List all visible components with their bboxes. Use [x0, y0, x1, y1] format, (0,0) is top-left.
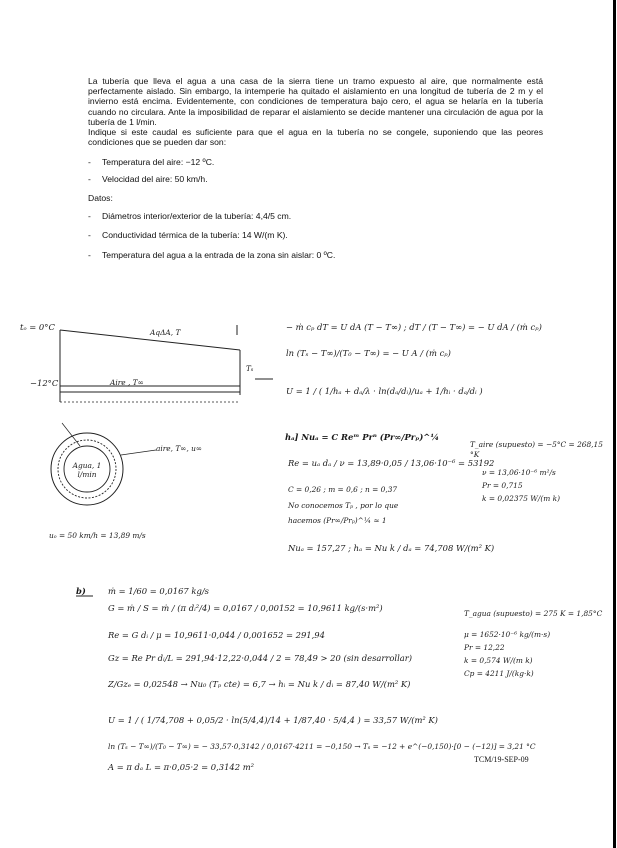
water-conductivity: k = 0,574 W/(m k) [464, 656, 533, 665]
air-velocity-label: uₒ = 50 km/h = 13,89 m/s [49, 531, 146, 540]
water-viscosity: μ = 1652·10⁻⁶ kg/(m·s) [464, 630, 551, 639]
datos-item: - Conductividad térmica de la tubería: 14 W/(m K). [88, 230, 288, 240]
footer-code: TCM/19-SEP-09 [474, 755, 529, 764]
overall-u-result: U = 1 / ( 1/74,708 + 0,05/2 · ln(5/4,4)/14 + 1/87,40 · 5/4,4 ) = 33,57 W/(m² K) [108, 715, 438, 725]
part-b-label: b) [76, 586, 86, 596]
inlet-temperature-label: tₒ = 0°C [20, 322, 55, 332]
water-cp: Cp = 4211 J/(kg·k) [464, 669, 534, 678]
problem-paragraph-1: La tubería que lleva el agua a una casa de la sierra tiene un tramo expuesto al aire, que normalmente está perfectamente aislado. Sin embargo, la intemperie ha quitado el aislamiento en una longitud de tubería de 2 m y el invierno está encima. Evidentemente, con condiciones de temperatura bajo cero, el agua se helaría en la tubería cuando no circulara. Ante la imposibilidad de reparar el aislamiento se decide mantener una circulación de agua por la tubería de 1 l/min. [88, 76, 543, 127]
mass-flow: ṁ = 1/60 = 0,0167 kg/s [108, 586, 209, 596]
datos-item: - Diámetros interior/exterior de la tubería: 4,4/5 cm. [88, 211, 292, 221]
condition-item: - Velocidad del aire: 50 km/h. [88, 174, 208, 184]
graetz-number: Gz = Re Pr dᵢ/L = 291,94·12,22·0,044 / 2 = 78,49 > 20 (sin desarrollar) [108, 653, 413, 663]
equation-energy-balance: − ṁ cₚ dT = U dA (T − T∞) ; dT / (T − T∞) = − U dA / (ṁ cₚ) [286, 322, 542, 332]
inner-coefficient: Z/Gzₑ = 0,02548 → Nu₀ (Tₚ cte) = 6,7 → hᵢ = Nu k / dᵢ = 87,40 W/(m² K) [108, 679, 411, 689]
condition-item: - Temperatura del aire: −12 ºC. [88, 157, 215, 167]
note-line-2: hacemos (Pr∞/Prₚ)^¼ ≈ 1 [288, 516, 387, 525]
sketch-top-label: AqΔA, T [150, 328, 181, 337]
problem-paragraph-2: Indique si este caudal es suficiente para que el agua en la tubería no se congele, suponiendo que las peores condiciones que se pueden dar son: [88, 127, 543, 148]
water-temperature: T_agua (supuesto) = 275 K = 1,85°C [464, 609, 603, 618]
equation-log-temperature: ln (Tₛ − T∞)/(T₀ − T∞) = − U A / (ṁ cₚ) [286, 348, 451, 358]
datos-label: Datos: [88, 193, 113, 203]
equation-overall-u: U = 1 / ( 1/hₐ + dₐ/λ · ln(dₐ/dᵢ)/uₐ + 1/hᵢ · dₐ/dᵢ ) [286, 386, 483, 396]
correlation-constants: C = 0,26 ; m = 0,6 ; n = 0,37 [288, 485, 398, 494]
pipe-inner-label: Agua, 1 l/min [72, 461, 102, 479]
air-conductivity: k = 0,02375 W/(m k) [482, 494, 560, 503]
reynolds-inner: Re = G dᵢ / μ = 10,9611·0,044 / 0,001652 = 291,94 [108, 630, 325, 640]
note-line-1: No conocemos Tₚ , por lo que [288, 501, 399, 510]
nusselt-outer-result: Nuₐ = 157,27 ; hₐ = Nu k / dₐ = 74,708 W/(m² K) [288, 543, 495, 553]
air-film-temperature: T_aire (supuesto) = −5°C = 268,15 °K [470, 440, 603, 459]
mass-flux: G = ṁ / S = ṁ / (π dᵢ²/4) = 0,0167 / 0,00152 = 10,9611 kg/(s·m²) [108, 603, 383, 613]
water-prandtl: Pr = 12,22 [464, 643, 505, 652]
reynolds-outer: Re = uₐ dₐ / ν = 13,89·0,05 / 13,06·10⁻⁶ = 53192 [288, 458, 495, 468]
equation-nusselt-outer: hₐ] Nuₐ = C Reᵐ Prⁿ (Pr∞/Prₚ)^¼ [285, 432, 440, 442]
air-temperature-label: −12°C [30, 378, 59, 388]
air-viscosity: ν = 13,06·10⁻⁶ m²/s [482, 468, 556, 477]
datos-item: - Temperatura del agua a la entrada de la zona sin aislar: 0 ºC. [88, 250, 336, 260]
pipe-outer-label: aire, T∞, u∞ [156, 444, 203, 453]
pipe-area: A = π dₐ L = π·0,05·2 = 0,3142 m² [108, 762, 255, 772]
sketch-ts-label: Tₛ [246, 364, 254, 373]
sketch-bottom-label: Aire , T∞ [110, 378, 144, 387]
outlet-temperature: ln (Tₛ − T∞)/(T₀ − T∞) = − 33,57·0,3142 / 0,0167·4211 = −0,150 → Tₛ = −12 + e^(−0,150)·[0 − (−12)] = 3,21 °C [108, 742, 536, 751]
air-prandtl: Pr = 0,715 [482, 481, 523, 490]
